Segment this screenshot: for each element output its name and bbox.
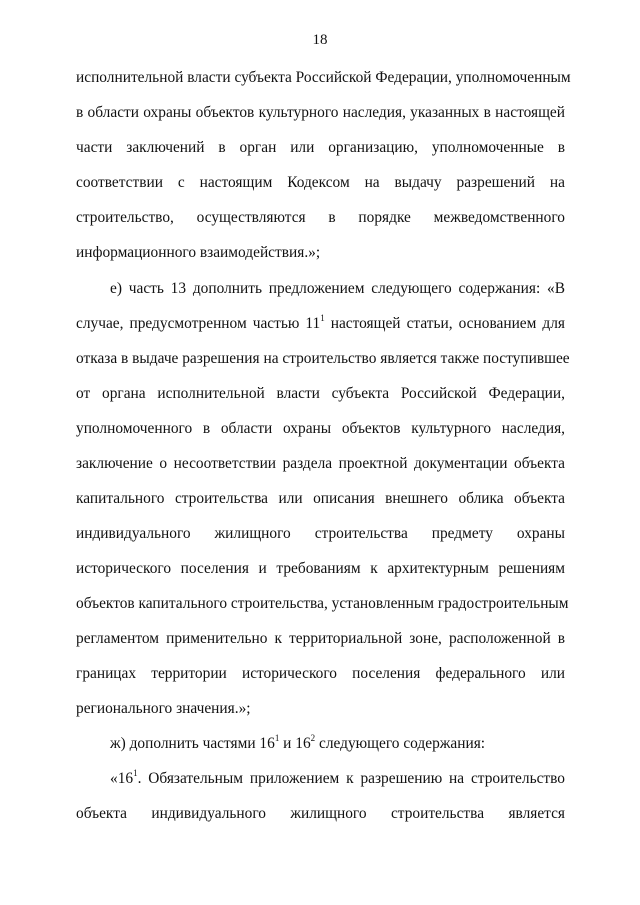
text-line: границах территории исторического поселения федерального или (76, 665, 565, 682)
text-fragment: следующего содержания: (315, 735, 486, 752)
text-line: от органа исполнительной власти субъекта Российской Федерации, (76, 385, 565, 402)
paragraph-e-first-line: е) часть 13 дополнить предложением следующего содержания: «В (110, 280, 565, 297)
text-line: уполномоченного в области охраны объектов культурного наследия, (76, 420, 565, 437)
paragraph-16-1-first-line (110, 769, 565, 789)
text-fragment: «16 (110, 770, 134, 787)
text-line: капитального строительства или описания внешнего облика объекта (76, 490, 565, 507)
text-line: регионального значения.»; (76, 700, 251, 717)
superscript: 1 (274, 732, 280, 743)
text-line (76, 314, 565, 334)
text-fragment: ж) дополнить частями 16 (110, 735, 275, 752)
text-line: индивидуального жилищного строительства предмету охраны (76, 525, 565, 542)
text-fragment: и 16 (279, 735, 311, 752)
text-line: строительство, осуществляются в порядке межведомственного (76, 209, 565, 226)
text-line: регламентом применительно к территориальной зоне, расположенной в (76, 630, 565, 647)
superscript: 1 (133, 767, 138, 778)
text-fragment: настоящей статьи, основанием для (324, 315, 565, 332)
text-line: части заключений в орган или организацию, уполномоченные в (76, 139, 565, 156)
text-line: объекта индивидуального жилищного строительства является (76, 805, 565, 822)
superscript: 1 (320, 312, 325, 323)
text-line: исторического поселения и требованиям к архитектурным решениям (76, 560, 565, 577)
text-fragment: случае, предусмотренном частью 11 (76, 315, 321, 332)
text-line: исполнительной власти субъекта Российской Федерации, уполномоченным (76, 69, 571, 86)
text-line: отказа в выдаче разрешения на строительство является также поступившее (76, 350, 570, 367)
text-line: объектов капитального строительства, установленным градостроительным (76, 595, 569, 612)
page-number: 18 (312, 32, 328, 48)
text-line: в области охраны объектов культурного наследия, указанных в настоящей (76, 104, 565, 121)
text-fragment: . Обязательным приложением к разрешению на строительство (137, 770, 565, 787)
text-line: соответствии с настоящим Кодексом на выдачу разрешений на (76, 174, 565, 191)
paragraph-zh-line (110, 734, 565, 754)
text-line: информационного взаимодействия.»; (76, 244, 321, 261)
text-line: заключение о несоответствии раздела проектной документации объекта (76, 455, 565, 472)
superscript: 2 (310, 732, 316, 743)
